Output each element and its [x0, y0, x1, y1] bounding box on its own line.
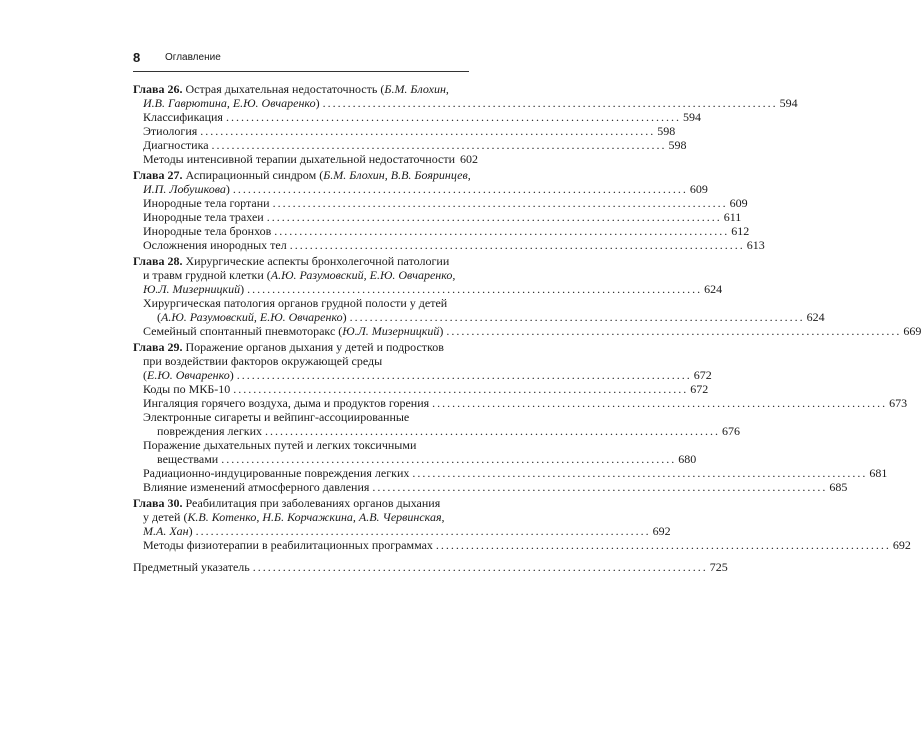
toc-item[interactable] — [133, 138, 687, 152]
toc-item[interactable] — [133, 110, 701, 124]
leader-dots: ........................................................................................... — [266, 210, 722, 224]
page-ref: 680 — [678, 452, 697, 466]
page-ref: 613 — [746, 238, 765, 252]
page-ref: 612 — [731, 224, 750, 238]
item-title: Влияние изменений атмосферного давления — [143, 480, 370, 494]
chapter-authors: М.А. Хан — [143, 524, 189, 538]
chapter-authors: Ю.Л. Мизерницкий — [143, 282, 241, 296]
toc-item[interactable] — [133, 396, 908, 410]
leader-dots: ........................................................................................... — [435, 538, 891, 552]
chapter-authors: Б.М. Блохин, В.В. Бояринцев, — [323, 168, 471, 182]
chapter-title: у детей — [143, 510, 181, 524]
chapter-authors: Е.Ю. Овчаренко — [147, 368, 230, 382]
chapter-heading[interactable] — [133, 340, 469, 354]
chapter-heading-cont[interactable]: (Е.Ю. Овчаренко) ........................................................................................... 672 — [143, 368, 712, 382]
item-title: Инородные тела гортани — [143, 196, 270, 210]
leader-dots: ........................................................................................... — [211, 138, 667, 152]
toc-item[interactable] — [133, 124, 676, 138]
chapter-title: и травм грудной клетки — [143, 268, 264, 282]
index-title: Предметный указатель — [133, 560, 250, 574]
leader-dots: ........................................................................................... — [322, 96, 778, 110]
chapter-label: Глава 28. — [133, 254, 183, 268]
table-of-contents — [133, 82, 921, 574]
leader-dots: ........................................................................................... — [349, 310, 805, 324]
toc-item[interactable] — [133, 382, 709, 396]
chapter-authors: А.Ю. Разумовский, Е.Ю. Овчаренко, — [270, 268, 456, 282]
chapter-heading[interactable]: Глава 27. Аспирационный синдром (Б.М. Блохин, В.В. Бояринцев, — [133, 168, 471, 182]
item-title: Этиология — [143, 124, 198, 138]
item-title: Диагностика — [143, 138, 209, 152]
chapter-authors: Б.М. Блохин, — [384, 82, 449, 96]
toc-item[interactable] — [133, 196, 748, 210]
page-ref: 669 — [903, 324, 921, 338]
item-title: Классификация — [143, 110, 223, 124]
chapter-title: при воздействии факторов окружающей среды — [143, 354, 383, 368]
chapter-title: Поражение органов дыхания у детей и подростков — [185, 340, 444, 354]
item-title: Радиационно-индуцированные повреждения легких — [143, 466, 410, 480]
item-authors: Ю.Л. Мизерницкий — [342, 324, 440, 338]
item-title: Инородные тела бронхов — [143, 224, 272, 238]
item-title: веществами — [157, 452, 219, 466]
page-ref: 602 — [460, 152, 478, 166]
chapter-29 — [133, 340, 908, 494]
toc-item[interactable] — [133, 410, 469, 424]
leader-dots: ........................................................................................... — [221, 452, 677, 466]
toc-item-cont[interactable]: (А.Ю. Разумовский, Е.Ю. Овчаренко) ........................................................................................... 624 — [157, 310, 825, 324]
chapter-26 — [133, 82, 798, 166]
page-ref: 681 — [869, 466, 888, 480]
chapter-label: Глава 27. — [133, 168, 183, 182]
toc-item[interactable] — [133, 480, 848, 494]
item-title: Коды по МКБ-10 — [143, 382, 231, 396]
toc-item[interactable] — [133, 466, 888, 480]
chapter-authors: К.В. Котенко, Н.Б. Корчажкина, А.В. Червинская, — [187, 510, 445, 524]
toc-item[interactable] — [133, 238, 765, 252]
chapter-label: Глава 29. — [133, 340, 183, 354]
chapter-heading-cont[interactable]: и травм грудной клетки (А.Ю. Разумовский, Е.Ю. Овчаренко, — [143, 268, 456, 282]
toc-item[interactable] — [133, 538, 911, 552]
toc-item-cont[interactable] — [133, 452, 697, 466]
leader-dots: ........................................................................................... — [233, 382, 689, 396]
leader-dots: ........................................................................................... — [265, 424, 720, 438]
header-rule — [133, 71, 469, 72]
chapter-heading[interactable] — [133, 254, 469, 268]
leader-dots: ........................................................................................... — [274, 224, 730, 238]
toc-item[interactable] — [133, 438, 469, 452]
chapter-heading-cont[interactable] — [133, 354, 469, 368]
chapter-30 — [133, 496, 911, 552]
toc-item[interactable] — [133, 224, 750, 238]
chapter-authors: И.П. Лобушкова — [143, 182, 226, 196]
item-title: Ингаляция горячего воздуха, дыма и продуктов горения — [143, 396, 430, 410]
chapter-authors: И.В. Гаврютина, Е.Ю. Овчаренко — [143, 96, 316, 110]
leader-dots: ........................................................................................... — [236, 368, 692, 382]
chapter-heading-cont[interactable]: у детей (К.В. Котенко, Н.Б. Корчажкина, А.В. Червинская, — [143, 510, 445, 524]
page-ref: 594 — [779, 96, 798, 110]
chapter-label: Глава 26. — [133, 82, 183, 96]
item-authors: А.Ю. Разумовский, Е.Ю. Овчаренко — [161, 310, 343, 324]
page-ref: 673 — [889, 396, 908, 410]
toc-item[interactable]: Семейный спонтанный пневмоторакс (Ю.Л. Мизерницкий) ........................................................................................... 669 — [143, 324, 921, 338]
chapter-title: Реабилитация при заболеваниях органов дыхания — [185, 496, 441, 510]
toc-item[interactable] — [133, 210, 742, 224]
index-entry[interactable] — [133, 560, 728, 574]
item-title: Методы физиотерапии в реабилитационных программах — [143, 538, 433, 552]
page-ref: 624 — [704, 282, 723, 296]
chapter-heading[interactable] — [133, 496, 469, 510]
item-title: Инородные тела трахеи — [143, 210, 264, 224]
leader-dots: ........................................................................................... — [272, 196, 728, 210]
page-ref: 609 — [689, 182, 708, 196]
item-title: Электронные сигареты и вейпинг-ассоциированные — [143, 410, 410, 424]
page-ref: 594 — [682, 110, 701, 124]
page-ref: 692 — [652, 524, 671, 538]
toc-item-cont[interactable] — [133, 424, 740, 438]
leader-dots: ........................................................................................... — [247, 282, 703, 296]
page-ref: 685 — [829, 480, 848, 494]
page-ref: 624 — [806, 310, 825, 324]
item-title: Осложнения инородных тел — [143, 238, 287, 252]
toc-item[interactable] — [133, 296, 469, 310]
chapter-title: Острая дыхательная недостаточность — [185, 82, 378, 96]
leader-dots: ........................................................................................... — [289, 238, 745, 252]
item-title: Поражение дыхательных путей и легких токсичными — [143, 438, 417, 452]
page-ref: 609 — [729, 196, 748, 210]
leader-dots: ........................................................................................... — [225, 110, 681, 124]
page-ref: 611 — [723, 210, 742, 224]
page-ref: 598 — [668, 138, 687, 152]
page-ref: 725 — [709, 560, 728, 574]
chapter-heading-cont[interactable]: М.А. Хан) ........................................................................................... 692 — [143, 524, 671, 538]
chapter-heading-cont[interactable]: И.В. Гаврютина, Е.Ю. Овчаренко) ........................................................................................... 594 — [143, 96, 798, 110]
item-title: повреждения легких — [157, 424, 262, 438]
chapter-28 — [133, 254, 921, 338]
page-ref: 692 — [892, 538, 911, 552]
chapter-27 — [133, 168, 765, 252]
chapter-label: Глава 30. — [133, 496, 183, 510]
leader-dots: ........................................................................................... — [195, 524, 651, 538]
chapter-heading[interactable]: Глава 26. Острая дыхательная недостаточность (Б.М. Блохин, — [133, 82, 449, 96]
page-number: 8 — [133, 50, 141, 65]
chapter-title: Аспирационный синдром — [185, 168, 317, 182]
leader-dots: ........................................................................................... — [432, 396, 888, 410]
chapter-title: Хирургические аспекты бронхолегочной патологии — [185, 254, 450, 268]
leader-dots: ........................................................................................... — [200, 124, 656, 138]
leader-dots: ........................................................................................... — [252, 560, 708, 574]
leader-dots: ........................................................................................... — [232, 182, 688, 196]
toc-item[interactable] — [133, 152, 478, 166]
item-title: Семейный спонтанный пневмоторакс — [143, 324, 336, 338]
item-title: Хирургическая патология органов грудной полости у детей — [143, 296, 448, 310]
leader-dots: ........................................................................................... — [412, 466, 868, 480]
page-ref: 598 — [657, 124, 676, 138]
chapter-heading-cont[interactable]: И.П. Лобушкова) ........................................................................................... 609 — [143, 182, 708, 196]
page-ref: 672 — [690, 382, 709, 396]
item-title: Методы интенсивной терапии дыхательной недостаточности — [143, 152, 455, 166]
leader-dots: ........................................................................................... — [372, 480, 828, 494]
page-ref: 672 — [693, 368, 712, 382]
running-title: Оглавление — [165, 52, 221, 63]
leader-dots: ........................................................................................... — [446, 324, 902, 338]
page-ref: 676 — [722, 424, 740, 438]
chapter-heading-cont[interactable]: Ю.Л. Мизерницкий) ........................................................................................... 624 — [143, 282, 723, 296]
